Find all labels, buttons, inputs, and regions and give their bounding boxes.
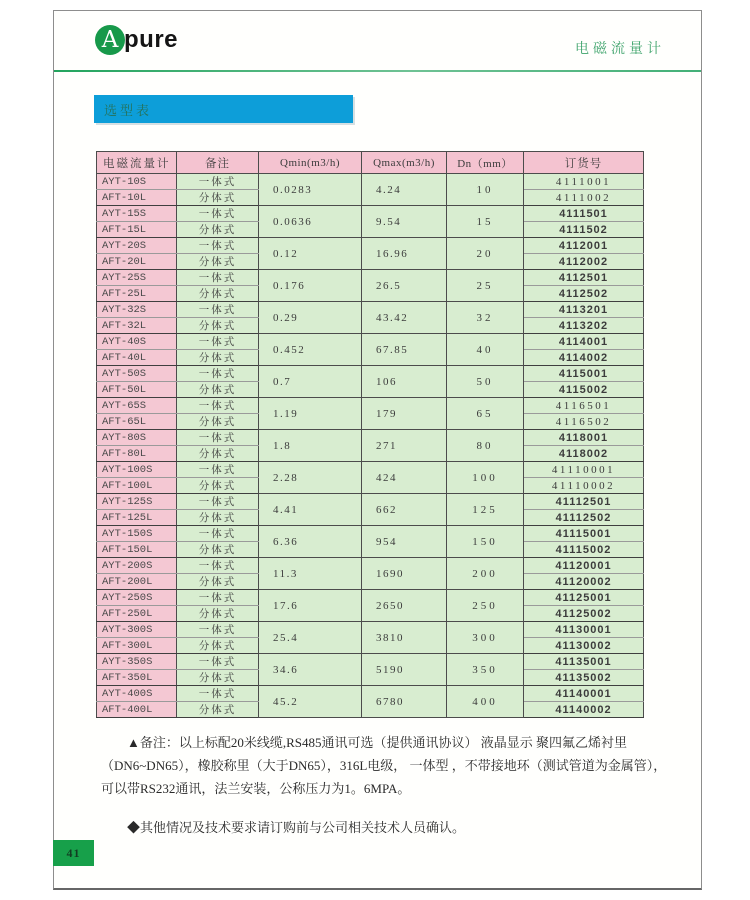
qmax-cell: 3810 [362,622,447,654]
qmax-cell: 26.5 [362,270,447,302]
qmin-cell: 45.2 [259,686,362,718]
order-number-cell: 41120002 [524,574,644,590]
product-title: 电磁流量计 [575,42,665,57]
qmax-cell: 43.42 [362,302,447,334]
note-cell: 一体式 [177,430,259,446]
dn-cell: 250 [447,590,524,622]
selection-table-wrapper [96,151,644,718]
model-cell: AYT-300S [97,622,177,638]
order-number-cell: 4111502 [524,222,644,238]
dn-cell: 125 [447,494,524,526]
order-number-cell: 4111002 [524,190,644,206]
qmax-cell: 954 [362,526,447,558]
dn-cell: 20 [447,238,524,270]
dn-cell: 150 [447,526,524,558]
order-number-cell: 41112502 [524,510,644,526]
dn-cell: 350 [447,654,524,686]
table-row [97,430,644,446]
note-cell: 分体式 [177,638,259,654]
qmin-cell: 2.28 [259,462,362,494]
note-cell: 分体式 [177,478,259,494]
qmin-cell: 25.4 [259,622,362,654]
model-cell: AFT-400L [97,702,177,718]
model-cell: AYT-100S [97,462,177,478]
model-cell: AFT-40L [97,350,177,366]
selection-table-body [97,174,644,718]
note-cell: 一体式 [177,238,259,254]
order-number-cell: 41135001 [524,654,644,670]
order-number-cell: 4118001 [524,430,644,446]
model-cell: AYT-250S [97,590,177,606]
qmin-cell: 1.8 [259,430,362,462]
dn-cell: 40 [447,334,524,366]
table-row [97,174,644,190]
note-cell: 一体式 [177,622,259,638]
qmin-cell: 0.0283 [259,174,362,206]
order-number-cell: 4112501 [524,270,644,286]
order-number-cell: 41110002 [524,478,644,494]
table-row [97,686,644,702]
note-cell: 一体式 [177,558,259,574]
order-number-cell: 4116502 [524,414,644,430]
dn-cell: 400 [447,686,524,718]
model-cell: AFT-300L [97,638,177,654]
note-cell: 分体式 [177,222,259,238]
note-cell: 分体式 [177,574,259,590]
order-number-cell: 41112501 [524,494,644,510]
model-cell: AYT-15S [97,206,177,222]
order-number-cell: 41115002 [524,542,644,558]
order-number-cell: 41130002 [524,638,644,654]
order-number-cell: 41110001 [524,462,644,478]
qmin-cell: 0.452 [259,334,362,366]
header-divider [54,70,701,72]
model-cell: AFT-25L [97,286,177,302]
qmax-cell: 106 [362,366,447,398]
note-cell: 分体式 [177,286,259,302]
note-cell: 一体式 [177,334,259,350]
model-cell: AYT-65S [97,398,177,414]
model-cell: AYT-50S [97,366,177,382]
table-row [97,238,644,254]
page-number-badge: 41 [53,840,94,866]
dn-cell: 200 [447,558,524,590]
header-order: 订货号 [524,152,644,174]
model-cell: AFT-50L [97,382,177,398]
brand-logo-word: pure [124,26,179,53]
table-row [97,366,644,382]
qmin-cell: 0.0636 [259,206,362,238]
qmin-cell: 11.3 [259,558,362,590]
table-row [97,590,644,606]
table-row [97,558,644,574]
qmin-cell: 1.19 [259,398,362,430]
section-title: 选型表 [104,102,153,118]
table-row [97,494,644,510]
qmax-cell: 9.54 [362,206,447,238]
order-number-cell: 4113201 [524,302,644,318]
note-cell: 分体式 [177,350,259,366]
order-number-cell: 4114002 [524,350,644,366]
brand-logo-icon: A [95,25,125,55]
model-cell: AFT-15L [97,222,177,238]
model-cell: AFT-350L [97,670,177,686]
order-number-cell: 4115001 [524,366,644,382]
note-cell: 一体式 [177,206,259,222]
model-cell: AFT-65L [97,414,177,430]
qmax-cell: 4.24 [362,174,447,206]
qmax-cell: 16.96 [362,238,447,270]
note-cell: 分体式 [177,318,259,334]
table-row [97,622,644,638]
model-cell: AYT-125S [97,494,177,510]
selection-table [96,151,644,718]
dn-cell: 25 [447,270,524,302]
model-cell: AYT-200S [97,558,177,574]
model-cell: AYT-40S [97,334,177,350]
model-cell: AFT-32L [97,318,177,334]
qmax-cell: 67.85 [362,334,447,366]
note-cell: 一体式 [177,526,259,542]
qmax-cell: 662 [362,494,447,526]
model-cell: AYT-400S [97,686,177,702]
qmax-cell: 6780 [362,686,447,718]
model-cell: AFT-150L [97,542,177,558]
dn-cell: 50 [447,366,524,398]
model-cell: AFT-250L [97,606,177,622]
brand-logo [95,25,178,55]
qmin-cell: 0.29 [259,302,362,334]
dn-cell: 15 [447,206,524,238]
footnotes [101,731,667,839]
model-cell: AYT-32S [97,302,177,318]
qmin-cell: 4.41 [259,494,362,526]
confirm-note: ◆其他情况及技术要求请订购前与公司相关技术人员确认。 [127,820,466,835]
model-cell: AYT-10S [97,174,177,190]
note-cell: 一体式 [177,654,259,670]
note-cell: 分体式 [177,190,259,206]
header-qmax: Qmax(m3/h) [362,152,447,174]
qmax-cell: 5190 [362,654,447,686]
table-row [97,206,644,222]
qmin-cell: 0.12 [259,238,362,270]
dn-cell: 10 [447,174,524,206]
order-number-cell: 4111501 [524,206,644,222]
qmin-cell: 0.7 [259,366,362,398]
qmin-cell: 17.6 [259,590,362,622]
order-number-cell: 41140002 [524,702,644,718]
note-cell: 分体式 [177,510,259,526]
model-cell: AFT-125L [97,510,177,526]
model-cell: AFT-200L [97,574,177,590]
model-cell: AFT-80L [97,446,177,462]
note-cell: 分体式 [177,670,259,686]
table-header-row [97,152,644,174]
order-number-cell: 4114001 [524,334,644,350]
qmin-cell: 34.6 [259,654,362,686]
note-cell: 一体式 [177,686,259,702]
table-row [97,654,644,670]
note-cell: 分体式 [177,606,259,622]
note-cell: 分体式 [177,382,259,398]
header-dn: Dn（mm） [447,152,524,174]
qmin-cell: 0.176 [259,270,362,302]
qmax-cell: 179 [362,398,447,430]
order-number-cell: 4112001 [524,238,644,254]
note-cell: 分体式 [177,446,259,462]
dn-cell: 100 [447,462,524,494]
note-cell: 分体式 [177,542,259,558]
order-number-cell: 4112502 [524,286,644,302]
note-cell: 一体式 [177,462,259,478]
table-row [97,302,644,318]
dn-cell: 32 [447,302,524,334]
order-number-cell: 4113202 [524,318,644,334]
model-cell: AYT-350S [97,654,177,670]
note-cell: 一体式 [177,590,259,606]
model-cell: AYT-80S [97,430,177,446]
table-row [97,462,644,478]
qmax-cell: 271 [362,430,447,462]
order-number-cell: 4116501 [524,398,644,414]
header-model: 电磁流量计 [97,152,177,174]
dn-cell: 300 [447,622,524,654]
remark-note: ▲备注：以上标配20米线缆,RS485通讯可选（提供通讯协议） 液晶显示 聚四氟乙烯衬里（DN6~DN65），橡胶称里（大于DN65），316L电级， 一体型 ，不带接地环（测试管道为金属管），可以带RS232通讯，法兰安装，公称压力为1。6MPA。 [101,735,667,796]
order-number-cell: 41140001 [524,686,644,702]
table-row [97,398,644,414]
order-number-cell: 4118002 [524,446,644,462]
order-number-cell: 41125002 [524,606,644,622]
section-title-bar [94,95,353,123]
order-number-cell: 41115001 [524,526,644,542]
note-cell: 一体式 [177,270,259,286]
note-cell: 分体式 [177,254,259,270]
table-row [97,270,644,286]
qmin-cell: 6.36 [259,526,362,558]
dn-cell: 65 [447,398,524,430]
order-number-cell: 41120001 [524,558,644,574]
note-cell: 一体式 [177,302,259,318]
model-cell: AFT-20L [97,254,177,270]
order-number-cell: 41130001 [524,622,644,638]
model-cell: AYT-150S [97,526,177,542]
note-cell: 一体式 [177,366,259,382]
header-note: 备注 [177,152,259,174]
catalog-page [53,10,702,890]
note-cell: 分体式 [177,702,259,718]
model-cell: AYT-25S [97,270,177,286]
qmax-cell: 2650 [362,590,447,622]
order-number-cell: 4112002 [524,254,644,270]
table-row [97,334,644,350]
note-cell: 一体式 [177,494,259,510]
model-cell: AFT-100L [97,478,177,494]
note-cell: 一体式 [177,174,259,190]
note-cell: 分体式 [177,414,259,430]
order-number-cell: 41125001 [524,590,644,606]
dn-cell: 80 [447,430,524,462]
qmax-cell: 424 [362,462,447,494]
header-qmin: Qmin(m3/h) [259,152,362,174]
model-cell: AFT-10L [97,190,177,206]
order-number-cell: 4115002 [524,382,644,398]
table-row [97,526,644,542]
note-cell: 一体式 [177,398,259,414]
model-cell: AYT-20S [97,238,177,254]
order-number-cell: 4111001 [524,174,644,190]
order-number-cell: 41135002 [524,670,644,686]
qmax-cell: 1690 [362,558,447,590]
